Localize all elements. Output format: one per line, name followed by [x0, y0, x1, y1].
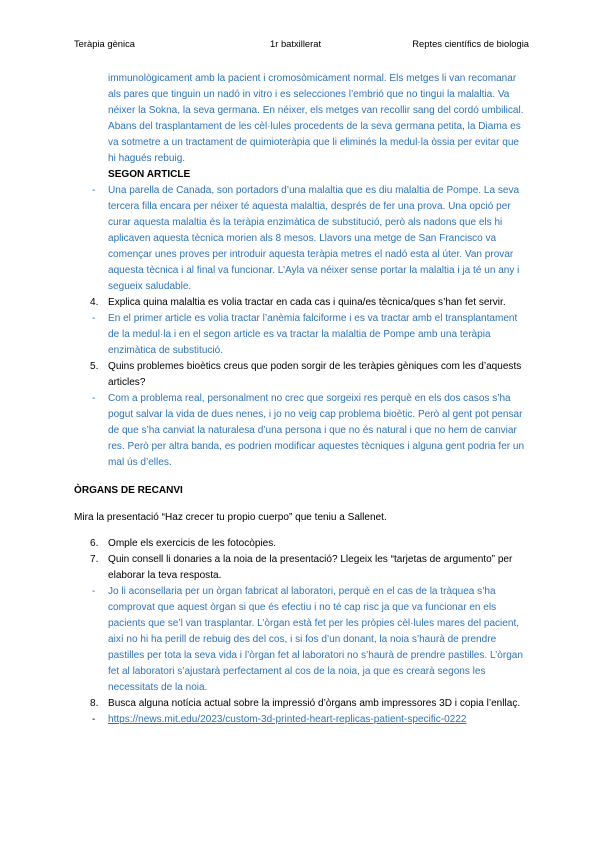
header-center: 1r batxillerat: [270, 38, 322, 49]
question-8: [74, 696, 526, 712]
bullet-marker: -: [92, 714, 96, 725]
header-right: Reptes científics de biologia: [412, 38, 529, 49]
answer-5: [74, 391, 526, 471]
question-text: Omple els exercicis de les fotocòpies.: [108, 538, 277, 549]
document-body: [74, 71, 526, 728]
answer-4: [74, 311, 526, 359]
intro-paragraph: immunològicament amb la pacient i cromosòmicament normal. Els metges li van recomanar als pares que tinguin un nadó in vitro i es selecciones l’embrió que no tingui la malaltia. Va néixer la Sokna, la seva germana. En néixer, els metges van recollir sang del cordó umbilical. Abans del trasplantament de les cèl·lules procedents de la seva germana petita, la Diama es va sotmetre a un tractament de quimioteràpia que li eliminés la medul·la òssia per evitar que hi hagués rebuig.: [108, 73, 524, 164]
question-number: 4.: [90, 297, 99, 308]
bullet-marker: -: [92, 586, 96, 597]
question-number: 7.: [90, 554, 99, 565]
question-6: [74, 536, 526, 552]
question-number: 6.: [90, 538, 99, 549]
question-text: Quin consell li donaries a la noia de la presentació? Llegeix les “tarjetas de argumento” per elaborar la teva resposta.: [108, 554, 513, 581]
header-left: Teràpia gènica: [74, 38, 135, 49]
answer-8: [74, 712, 526, 728]
answer-text: En el primer article es volia tractar l’anèmia falciforme i es va tractar amb el transplantament de la medul·la i en el segon article es va tractar la malaltia de Pompe amb una teràpia enzimàtica de substitució.: [108, 313, 518, 356]
question-text: Quins problemes bioètics creus que poden sorgir de les teràpies gèniques com les d’aquests articles?: [108, 361, 522, 388]
answer-text: Com a problema real, personalment no crec que sorgeixi res perquè en els dos casos s’ha pogut salvar la vida de dues nenes, i jo no veig cap problema bioètic. Però al gent pot pensar de que s’ha canviat la naturalesa d’una persona i que no és natural i que no hem de canviar res. Però per altra banda, es podrien modificar aquestes tècniques i alguna gent podria fer un mal ús d’elles.: [108, 393, 525, 468]
segon-article-item: [74, 183, 526, 295]
question-5: [74, 359, 526, 391]
question-number: 8.: [90, 698, 99, 709]
page-header: [74, 38, 529, 52]
segon-article-heading: SEGON ARTICLE: [108, 169, 191, 180]
question-4: [74, 295, 526, 311]
answer-7: [74, 584, 526, 696]
section-title: ÒRGANS DE RECANVI: [74, 485, 183, 496]
answer-text: Jo li aconsellaria per un òrgan fabricat al laboratori, perquè en el cas de la tràquea s’ha comprovat que aquest òrgan si que és efectiu i no té cap risc ja que va funcionar en els pacients que se’l van trasplantar. L’òrgan està fet per les pròpies cèl·lules mares del pacient, així no hi ha perill de rebuig des del cos, i si fos d’un donant, la noia s’haurà de prendre pastilles per tota la seva vida i l’òrgan fet al laboratori no s’haurà de prendre pastilles. L’òrgan fet al laboratori s’ajustarà perfectament al cos de la noia, ja que es crearà segons les necessitats de la noia.: [108, 586, 523, 693]
news-link[interactable]: https://news.mit.edu/2023/custom-3d-printed-heart-replicas-patient-specific-0222: [108, 714, 467, 725]
question-number: 5.: [90, 361, 99, 372]
segon-article-text: Una parella de Canada, son portadors d’una malaltia que es diu malaltia de Pompe. La seva tercera filla encara per néixer té aquesta malaltia, després de fer una prova. Una opció per curar aquesta malaltia és la teràpia enzimàtica de substitució, però als nadons que els hi aplicaven aquesta tècnica morien als 8 mesos. Llavors una metge de San Francisco va començar unes proves per introduir aquesta teràpia metres el nadó esta al úter. Van provar aquesta tècnica i al final va funcionar. L’Ayla va néixer sense portar la malaltia i ja té un any i segueix saludable.: [108, 185, 520, 292]
section-intro: Mira la presentació “Haz crecer tu propio cuerpo” que teniu a Sallenet.: [74, 512, 387, 523]
bullet-marker: -: [92, 313, 96, 324]
question-text: Busca alguna notícia actual sobre la impressió d’òrgans amb impressores 3D i copia l’enllaç.: [108, 698, 521, 709]
bullet-marker: -: [92, 185, 96, 196]
bullet-marker: -: [92, 393, 96, 404]
question-7: [74, 552, 526, 584]
question-text: Explica quina malaltia es volia tractar en cada cas i quina/es tècnica/ques s’han fet servir.: [108, 297, 506, 308]
